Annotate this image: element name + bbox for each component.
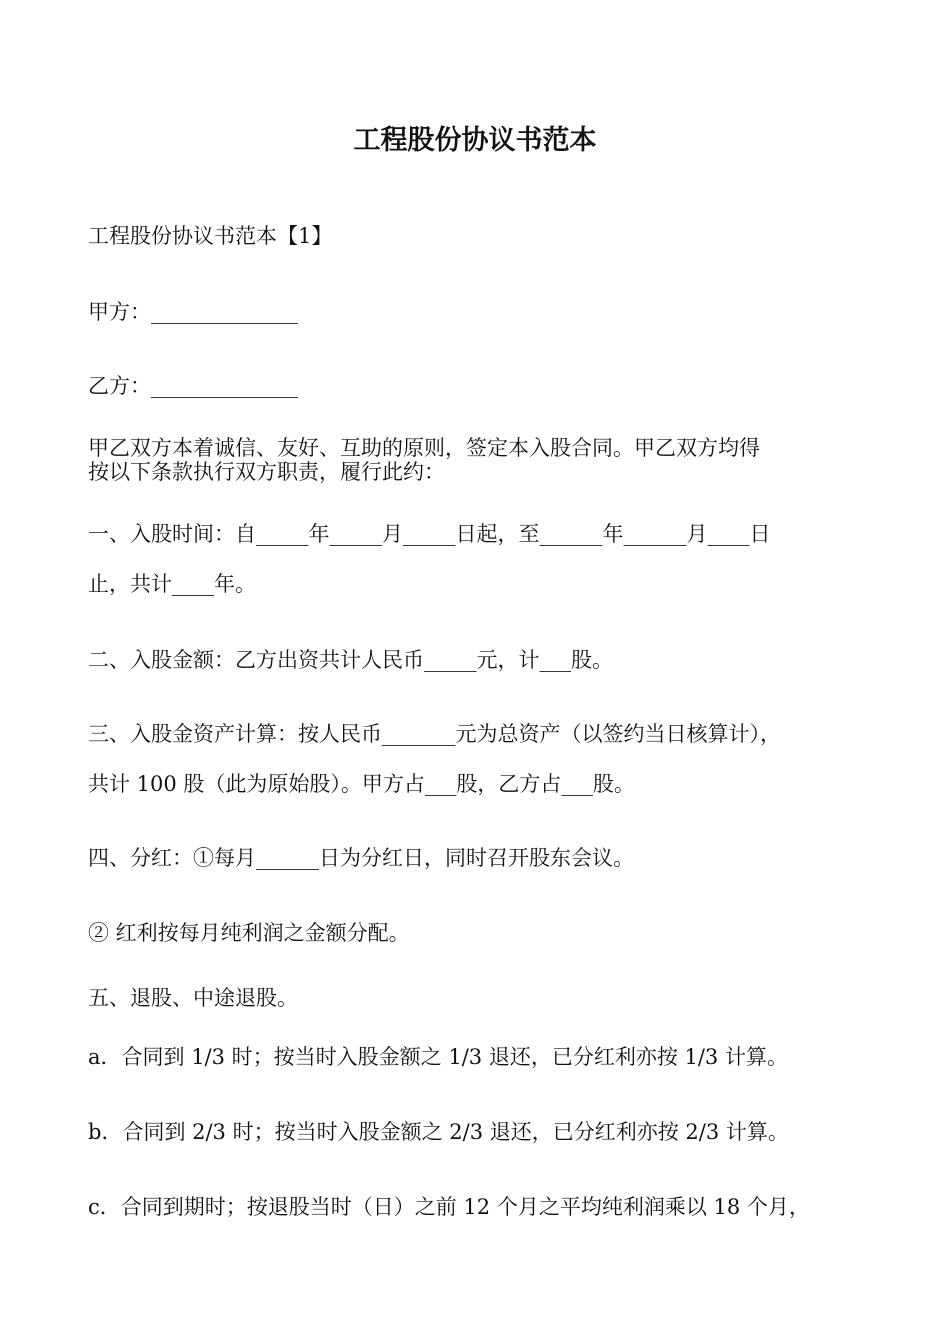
clause-2: 二、入股金额：乙方出资共计人民币_____元，计___股。 <box>88 648 613 672</box>
intro-paragraph <box>88 436 868 484</box>
clause-4-line-2: ② 红利按每月纯利润之金额分配。 <box>88 921 410 945</box>
party-b-line: 乙方：______________ <box>88 374 298 398</box>
subtitle: 工程股份协议书范本【1】 <box>88 224 333 248</box>
clause-5-b: b．合同到 2/3 时；按当时入股金额之 2/3 退还，已分红利亦按 2/3 计算。 <box>88 1120 789 1144</box>
clause-5: 五、退股、中途退股。 <box>88 986 298 1010</box>
clause-1-line-1: 一、入股时间：自_____年_____月_____日起，至______年______月____日 <box>88 522 771 546</box>
clause-4-line-1: 四、分红：①每月______日为分红日，同时召开股东会议。 <box>88 846 634 870</box>
clause-5-a: a．合同到 1/3 时；按当时入股金额之 1/3 退还，已分红利亦按 1/3 计算。 <box>88 1045 788 1069</box>
clause-3-line-2: 共计 100 股（此为原始股）。甲方占___股，乙方占___股。 <box>88 772 635 796</box>
document-title: 工程股份协议书范本 <box>353 125 597 156</box>
intro-line-1: 甲乙双方本着诚信、友好、互助的原则，签定本入股合同。甲乙双方均得 <box>88 436 760 460</box>
clause-3-line-1: 三、入股金资产计算：按人民币_______元为总资产（以签约当日核算计）， <box>88 722 781 746</box>
clause-1-line-2: 止，共计____年。 <box>88 572 256 596</box>
party-a-line: 甲方：______________ <box>88 300 298 324</box>
clause-5-c: c．合同到期时；按退股当时（日）之前 12 个月之平均纯利润乘以 18 个月， <box>88 1195 810 1219</box>
intro-line-2: 按以下条款执行双方职责，履行此约： <box>88 460 445 484</box>
